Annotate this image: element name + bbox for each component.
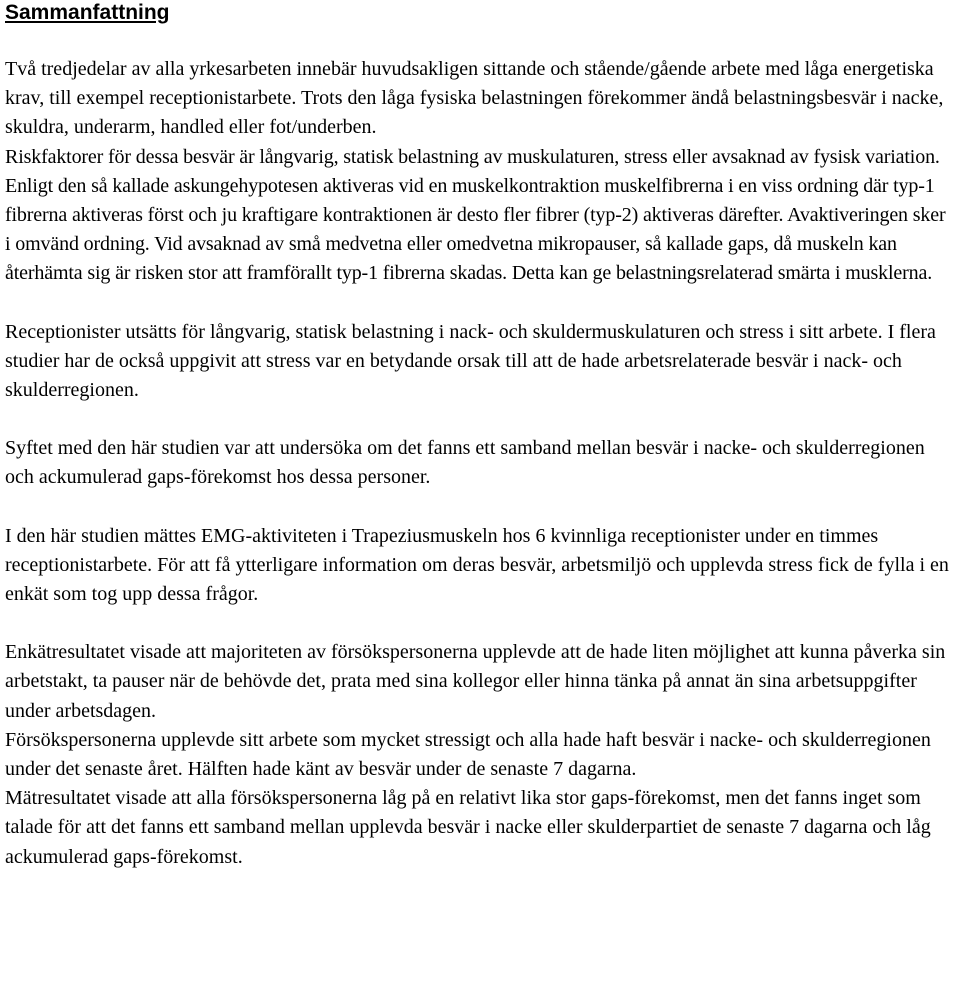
paragraph-cinderella-hypothesis: Enligt den så kallade askungehypotesen aktiveras vid en muskelkontraktion muskelfibrerna i en viss ordning där typ-1 fibrerna aktiveras först och ju kraftigare kontraktionen är desto fler fibrer (typ-2) aktiveras därefter. Avaktiveringen sker i omvänd ordning. Vid avsaknad av små medvetna eller omedvetna mikropauser, så kallade gaps, då muskeln kan återhämta sig är risken stor att framförallt typ-1 fibrerna skadas. Detta kan ge belastningsrelaterad smärta i musklerna.	[5, 174, 946, 285]
document-page	[5, 0, 955, 872]
section-heading: Sammanfattning	[5, 1, 170, 24]
paragraph-purpose: Syftet med den här studien var att undersöka om det fanns ett samband mellan besvär i nacke- och skulderregionen och ackumulerad gaps-förekomst hos dessa personer.	[5, 437, 925, 489]
paragraph-stress-complaints: Försökspersonerna upplevde sitt arbete som mycket stressigt och alla hade haft besvär i nacke- och skulderregionen under det senaste året. Hälften hade känt av besvär under de senaste 7 dagarna.	[5, 728, 931, 781]
paragraph-intro: Två tredjedelar av alla yrkesarbeten innebär huvudsakligen sittande och stående/gående arbete med låga energetiska krav, till exempel receptionistarbete. Trots den låga fysiska belastningen förekommer ändå belastningsbesvär i nacke, skuldra, underarm, handled eller fot/underben.	[5, 58, 944, 139]
paragraph-risk-factors: Riskfaktorer för dessa besvär är långvarig, statisk belastning av muskulaturen, stress eller avsaknad av fysisk variation.	[5, 145, 940, 168]
paragraph-measurement-results: Mätresultatet visade att alla försökspersonerna låg på en relativt lika stor gaps-förekomst, men det fanns inget som talade för att det fanns ett samband mellan upplevda besvär i nacke eller skulderpartiet de senaste 7 dagarna och låg ackumulerad gaps-förekomst.	[5, 787, 931, 868]
paragraph-method: I den här studien mättes EMG-aktiviteten i Trapeziusmuskeln hos 6 kvinnliga receptionister under en timmes receptionistarbete. För att få ytterligare information om deras besvär, arbetsmiljö och upplevda stress fick de fylla i en enkät som tog upp dessa frågor.	[5, 524, 949, 606]
paragraph-receptionists: Receptionister utsätts för långvarig, statisk belastning i nack- och skuldermuskulaturen och stress i sitt arbete. I flera studier har de också uppgivit att stress var en betydande orsak till att de hade arbetsrelaterade besvär i nack- och skulderregionen.	[5, 320, 936, 402]
paragraph-survey-results: Enkätresultatet visade att majoriteten av försökspersonerna upplevde att de hade liten möjlighet att kunna påverka sin arbetstakt, ta pauser när de behövde det, prata med sina kollegor eller hinna tänka på annat än sina arbetsuppgifter under arbetsdagen.	[5, 641, 946, 722]
